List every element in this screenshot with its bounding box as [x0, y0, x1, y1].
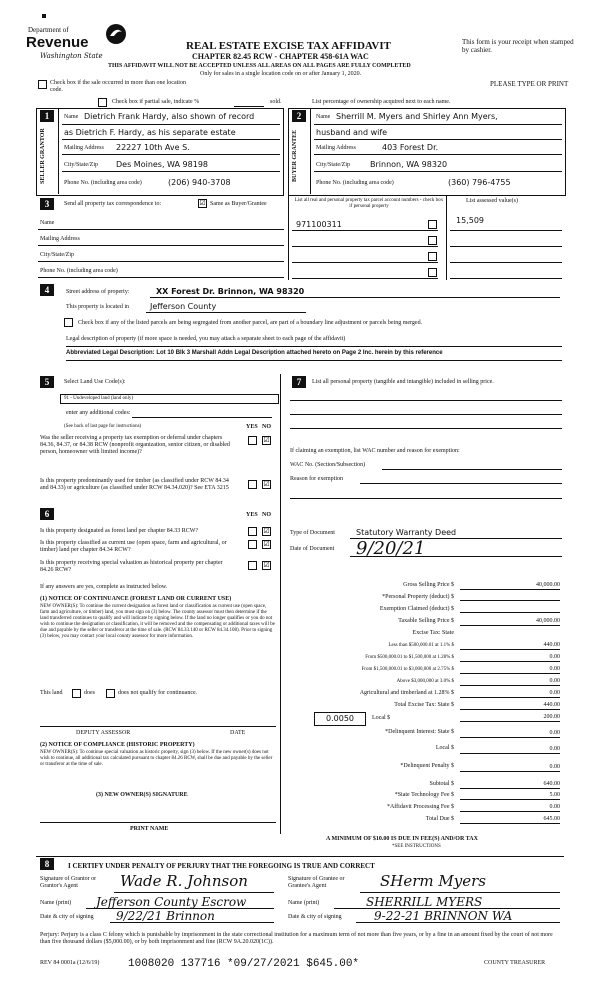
does-label: does: [84, 690, 95, 696]
tax-row: [290, 652, 564, 664]
legal-label: Legal description of property (if more space is needed, you may attach a separate sheet to each page of the affidavit): [66, 336, 346, 342]
county-label: This property is located in: [66, 304, 129, 310]
perjury-notice: Perjury: Perjury is a class C felony which is punishable by imprisonment in the state correctional institution for a maximum term of not more than five years, or by a fine in an amount fixed by the court of not more than five thousand dollars ($5,000.00), or by both imprisonment and fine (RCW 9A.20.020(1C)).: [40, 932, 553, 945]
section-5-number: 5: [40, 376, 54, 388]
county-treasurer: COUNTY TREASURER: [484, 960, 546, 966]
q5-yes-checkbox[interactable]: [248, 561, 257, 570]
parcel-number[interactable]: 971100311: [296, 220, 342, 229]
corr-name-line: [38, 229, 284, 230]
tax-label: From $1,500,000.01 to $3,000,000 at 2.75% $: [361, 667, 454, 672]
assessed-line-2: [450, 246, 562, 247]
send-label: Send all property tax correspondence to:: [64, 201, 162, 207]
tax-label: *State Technology Fee $: [394, 792, 454, 798]
pp-line-2: [290, 414, 562, 415]
assessed-line-4: [450, 278, 562, 279]
date-city-line-left: [110, 922, 274, 923]
tax-row: [290, 616, 564, 628]
does-checkbox[interactable]: [72, 689, 81, 698]
tax-value[interactable]: 640.00: [460, 781, 560, 789]
assessed-line-3: [450, 262, 562, 263]
grantee-sig-label: Signature of Grantee or Grantee's Agent: [288, 876, 345, 889]
reason-line-1: [360, 483, 562, 484]
doc-date[interactable]: 9/20/21: [356, 538, 426, 559]
local-value[interactable]: 200.00: [460, 714, 560, 722]
parcel-header: List all real and personal property tax parcel account numbers - check box if personal property: [294, 198, 444, 209]
seller-mail-line: [62, 154, 280, 155]
question-current-use: Is this property classified as current use (open space, farm and agricultural, or timber) land per chapter 84.34 RCW?: [40, 540, 227, 553]
name-print-label-left: Name (print): [40, 900, 72, 906]
additional-codes-label: enter any additional codes:: [66, 410, 131, 416]
certify-statement: I CERTIFY UNDER PENALTY OF PERJURY THAT THE FOREGOING IS TRUE AND CORRECT: [68, 862, 375, 870]
assessed-value[interactable]: 15,509: [456, 216, 484, 225]
tax-row: [290, 742, 564, 758]
continuance-text: NEW OWNER(S): To continue the current designation as forest land or classification as current use (open space, farm and agriculture, or timber) land, you must sign on (3) below. The county assessor must then determine if the land transferred continues to qualify and will indicate by signing below. If the land no longer qualifies or you do not wish to continue the designation or classification, it will be removed and the compensating or additional taxes will be due and payable by the seller or transferor at the time of sale. (RCW 84.33.140 or RCW 84.34.108). Prior to signing (3) below, you may contact your local county assessor for more information.: [40, 604, 275, 639]
seller-phone[interactable]: (206) 940-3708: [168, 178, 231, 187]
grantor-signature[interactable]: Wade R. Johnson: [120, 872, 248, 890]
personal-property-checkbox-2[interactable]: [428, 236, 437, 245]
tax-label: Exemption Claimed (deduct) $: [379, 606, 454, 612]
doc-type-label: Type of Document: [290, 530, 335, 536]
section-2-number: 2: [292, 110, 306, 122]
doc-type[interactable]: Statutory Warranty Deed: [356, 528, 457, 537]
seller-city-label: City/State/Zip: [64, 162, 98, 168]
personal-property-checkbox-4[interactable]: [428, 268, 437, 277]
tax-row: [290, 700, 564, 712]
seller-name-line: [62, 124, 280, 125]
ownership-note: List percentage of ownership acquired next to each name.: [312, 99, 451, 105]
tax-row: [290, 592, 564, 604]
parcel-line-3: [292, 262, 438, 263]
tax-label: Above $3,000,000 at 3.0% $: [396, 679, 454, 684]
tax-row: [290, 776, 564, 790]
seller-divider: [58, 108, 59, 194]
buyer-mail[interactable]: 403 Forest Dr.: [382, 143, 439, 152]
personal-property-checkbox-1[interactable]: [428, 220, 437, 229]
no-header-2: NO: [262, 512, 271, 518]
tax-value[interactable]: 0.00: [460, 678, 560, 686]
section-1-number: 1: [40, 110, 54, 122]
wac-no-label: WAC No. (Section/Subsection): [290, 462, 366, 468]
q5-no-checkbox[interactable]: ☑: [263, 561, 270, 569]
form-subtitle: CHAPTER 82.45 RCW - CHAPTER 458-61A WAC: [192, 52, 369, 61]
segregated-label: Check box if any of the listed parcels are being segregated from another parcel, are part of a boundary line adjustment or parcels being merged.: [78, 320, 423, 326]
tax-label: Total Excise Tax: State $: [394, 702, 454, 708]
local-rate[interactable]: 0.0050: [314, 712, 366, 726]
tax-row: [290, 802, 564, 814]
tax-value[interactable]: 0.00: [460, 690, 560, 698]
date-label: DATE: [230, 730, 246, 736]
grantor-sig-label: Signature of Grantor or Grantor's Agent: [40, 876, 97, 889]
form-title: REAL ESTATE EXCISE TAX AFFIDAVIT: [186, 40, 391, 52]
dept-line2: Revenue: [26, 34, 89, 51]
county-line: [146, 312, 306, 313]
tax-value[interactable]: 645.00: [460, 816, 560, 824]
street-line: [150, 297, 560, 298]
land-use-code-select[interactable]: 91 - Undeveloped land (land only): [60, 394, 279, 404]
buyer-side-label: BUYER GRANTEE: [292, 129, 298, 183]
question-historic: Is this property receiving special valuation as historical property per chapter 84.26 RCW?: [40, 560, 223, 573]
see-back-note: (See back of last page for instructions): [64, 424, 142, 429]
seller-city-line: [62, 171, 280, 172]
date-city-line-right: [356, 922, 560, 923]
question-exemption: Was the seller receiving a property tax exemption or deferral under chapters 84.36, 84.37, or 84.38 RCW (nonprofit organization, senior citizen, or disabled person, homeowner with limited income)?: [40, 435, 230, 455]
seller-name-2[interactable]: as Dietrich F. Hardy, as his separate estate: [64, 128, 236, 137]
assessed-header: List assessed value(s): [466, 198, 518, 204]
tax-value[interactable]: 0.00: [460, 804, 560, 812]
legal-line-2: [66, 360, 562, 361]
buyer-city-label: City/State/Zip: [316, 162, 350, 168]
seller-mail[interactable]: 22227 10th Ave S.: [116, 143, 190, 152]
tax-value[interactable]: 40,000.00: [460, 618, 560, 626]
wac-no-line: [382, 469, 562, 470]
tax-value[interactable]: [460, 606, 560, 613]
buyer-phone[interactable]: (360) 796-4755: [448, 178, 511, 187]
partial-sale-line: [234, 106, 264, 107]
buyer-phone-label: Phone No. (including area code): [316, 180, 394, 186]
date-city-label-left: Date & city of signing: [40, 914, 94, 920]
dor-emblem-icon: [104, 22, 128, 46]
q1-yes-checkbox[interactable]: [248, 436, 257, 445]
tax-row: [290, 790, 564, 802]
q3-no-checkbox[interactable]: ☑: [263, 527, 270, 535]
tax-value[interactable]: 0.00: [460, 666, 560, 674]
date-city-label-right: Date & city of signing: [288, 914, 342, 920]
tax-row: [290, 580, 564, 592]
yes-header-1: YES: [246, 424, 258, 430]
parcel-line-1: [292, 230, 438, 231]
receipt-note: This form is your receipt when stamped by cashier.: [462, 38, 574, 54]
date-city-right[interactable]: 9-22-21 BRINNON WA: [374, 909, 513, 923]
buyer-mail-line: [314, 154, 562, 155]
tax-row: [290, 640, 564, 652]
buyer-city-line: [314, 171, 562, 172]
personal-property-label: List all personal property (tangible and intangible) included in selling price.: [312, 379, 494, 385]
tax-value[interactable]: [460, 594, 560, 601]
wac-label: If claiming an exemption, list WAC number and reason for exemption:: [290, 448, 460, 454]
multi-location-checkbox[interactable]: [38, 80, 47, 89]
tax-label: Taxable Selling Price $: [398, 618, 454, 624]
doc-date-label: Date of Document: [290, 546, 335, 552]
seller-name2-line: [62, 139, 280, 140]
date-city-left[interactable]: 9/22/21 Brinnon: [116, 909, 215, 923]
buyer-mail-label: Mailing Address: [316, 145, 356, 151]
tax-label: Gross Selling Price $: [403, 582, 454, 588]
legal-line-1: [66, 346, 562, 347]
buyer-city[interactable]: Brinnon, WA 98320: [370, 160, 448, 169]
tax-value[interactable]: 0.00: [460, 654, 560, 662]
same-as-buyer-label: Same as Buyer/Grantee: [210, 201, 267, 207]
buyer-name-2[interactable]: husband and wife: [316, 128, 388, 137]
tax-label: Less than $500,000.01 at 1.1% $: [388, 643, 454, 648]
parcel-line-2: [292, 246, 438, 247]
buyer-name-label: Name: [316, 114, 331, 120]
seller-side-label: SELLER GRANTOR: [40, 128, 46, 184]
tax-label: From $500,000.01 to $1,500,000 at 1.28% $: [365, 655, 454, 660]
form-warning: THIS AFFIDAVIT WILL NOT BE ACCEPTED UNLESS ALL AREAS ON ALL PAGES ARE FULLY COMPLETED: [108, 63, 411, 69]
doc-date-line: [350, 556, 562, 557]
assessed-divider: [446, 196, 447, 280]
dept-line3: Washington State: [40, 52, 103, 60]
local-label: Local $: [372, 715, 391, 721]
sold-label: sold.: [270, 99, 282, 105]
tax-value[interactable]: 5.00: [460, 792, 560, 800]
street-address[interactable]: XX Forest Dr. Brinnon, WA 98320: [156, 287, 305, 296]
grantee-sig-line: [360, 892, 560, 893]
tax-value[interactable]: 40,000.00: [460, 582, 560, 590]
q4-no-checkbox[interactable]: ☑: [263, 540, 270, 548]
compliance-text: NEW OWNER(S): To continue special valuation as historic property, sign (3) below. If the new owner(s) does not wish to continue, all additional tax calculated pursuant to chapter 84.26 RCW, shall be due and payable by the seller or transferor at the time of sale.: [40, 750, 273, 767]
street-label: Street address of property:: [66, 289, 130, 295]
legal-description[interactable]: Abbreviated Legal Description: Lot 10 Blk 3 Marshall Addn Legal Description attached hereto on Page 2 Inc. herein by this reference: [66, 350, 443, 356]
grantee-signature[interactable]: SHerm Myers: [380, 872, 486, 890]
dept-line1: Department of: [28, 26, 69, 34]
county[interactable]: Jefferson County: [150, 302, 217, 311]
corr-name-label: Name: [40, 220, 55, 226]
pp-line-3: [290, 428, 562, 429]
see-instructions: *SEE INSTRUCTIONS: [392, 844, 441, 849]
additional-codes-line: [132, 417, 272, 418]
pp-line-1: [290, 400, 562, 401]
tax-label: Subtotal $: [429, 781, 454, 787]
section-4-number: 4: [40, 284, 54, 296]
tax-row: [290, 628, 564, 640]
does-not-label: does not qualify for continuance.: [118, 690, 198, 696]
new-owner-sig-line: [40, 822, 276, 823]
corr-city-label: City/State/Zip: [40, 252, 74, 258]
tax-label: *Personal Property (deduct) $: [382, 594, 454, 600]
q2-yes-checkbox[interactable]: [248, 480, 257, 489]
multi-location-label: Check box if the sale occurred in more than one location code.: [50, 80, 186, 93]
tax-row: [290, 604, 564, 616]
tax-table: [290, 580, 564, 712]
name-print-label-right: Name (print): [288, 900, 320, 906]
q3-yes-checkbox[interactable]: [248, 527, 257, 536]
segregated-checkbox[interactable]: [64, 318, 73, 327]
q2-no-checkbox[interactable]: ☑: [263, 480, 270, 488]
q4-yes-checkbox[interactable]: [248, 540, 257, 549]
section-3-number: 3: [40, 198, 54, 210]
sales-note: Only for sales in a single location code on or after January 1, 2020.: [200, 71, 362, 77]
buyer-name-1[interactable]: Sherrill M. Myers and Shirley Ann Myers,: [336, 112, 498, 121]
buyer-name2-line: [314, 139, 562, 140]
cashier-stamp: 1008020 137716 *09/27/2021 $645.00*: [128, 958, 360, 970]
buyer-name-line: [314, 124, 562, 125]
buyer-divider: [310, 108, 311, 194]
tax-row: [290, 814, 564, 826]
tax-value[interactable]: 440.00: [460, 642, 560, 650]
tax-value[interactable]: 0.00: [460, 746, 560, 754]
partial-sale-checkbox[interactable]: [98, 98, 107, 107]
section-6-number: 6: [40, 508, 54, 520]
tax-label: *Delinquent Interest: State $: [385, 729, 454, 735]
does-not-checkbox[interactable]: [106, 689, 115, 698]
deputy-label: DEPUTY ASSESSOR: [76, 730, 131, 736]
corr-mail-line: [38, 245, 284, 246]
parcel-line-4: [292, 278, 438, 279]
reason-label: Reason for exemption: [290, 476, 343, 482]
black-mark: [42, 14, 46, 18]
new-owner-sig-label: (3) NEW OWNER(S) SIGNATURE: [96, 792, 188, 798]
section-8-box: [36, 856, 564, 857]
corr-mail-label: Mailing Address: [40, 236, 80, 242]
same-as-buyer-checkbox[interactable]: ☑: [199, 199, 206, 207]
print-name-label: PRINT NAME: [130, 826, 169, 832]
seller-city[interactable]: Des Moines, WA 98198: [116, 160, 208, 169]
corr-phone-label: Phone No. (including area code): [40, 268, 118, 274]
section-7-number: 7: [292, 376, 306, 388]
parcel-divider: [288, 196, 289, 280]
corr-phone-line: [38, 277, 284, 278]
seller-mail-label: Mailing Address: [64, 145, 104, 151]
question-forest: Is this property designated as forest land per chapter 84.33 RCW?: [40, 528, 199, 534]
tax-label: Agricultural and timberland at 1.28% $: [359, 690, 454, 696]
q1-no-checkbox[interactable]: ☑: [263, 436, 270, 444]
tax-label: Excise Tax: State: [412, 630, 454, 636]
dor-logo: [18, 22, 138, 66]
section-8-number: 8: [40, 858, 54, 870]
no-header-1: NO: [262, 424, 271, 430]
seller-name-1[interactable]: Dietrich Frank Hardy, also shown of record: [84, 112, 255, 121]
tax-label: *Affidavit Processing Fee $: [386, 804, 454, 810]
form-number: REV 84 0001a (12/6/19): [40, 960, 100, 966]
grantor-sig-line: [114, 892, 274, 893]
tax-row: [290, 664, 564, 676]
tax-value[interactable]: 0.00: [460, 764, 560, 772]
question-timber: Is this property predominantly used for timber (as classified under RCW 84.34 and 84.33) or agriculture (as classified under RCW 84.34.020)? See ETA 3215: [40, 478, 229, 491]
tax-table-2: [290, 726, 564, 826]
compliance-title: (2) NOTICE OF COMPLIANCE (HISTORIC PROPERTY): [40, 742, 195, 748]
name-print-left[interactable]: Jefferson County Escrow: [96, 895, 247, 909]
minimum-note: A MINIMUM OF $10.00 IS DUE IN FEE(S) AND/OR TAX: [326, 836, 478, 842]
tax-label: Local $: [435, 745, 454, 751]
land-use-label: Select Land Use Code(s):: [64, 379, 126, 385]
this-land-label: This land: [40, 690, 63, 696]
tax-label: *Delinquent Penalty $: [400, 763, 454, 769]
type-note: PLEASE TYPE OR PRINT: [490, 80, 569, 88]
reason-line-2: [290, 498, 562, 499]
corr-city-line: [38, 261, 284, 262]
continuance-title: (1) NOTICE OF CONTINUANCE (FOREST LAND OR CURRENT USE): [40, 596, 232, 602]
tax-value[interactable]: 440.00: [460, 702, 560, 710]
tax-row: [290, 676, 564, 688]
tax-row: [290, 688, 564, 700]
partial-sale-label: Check box if partial sale, indicate %: [112, 99, 200, 105]
tax-value[interactable]: 0.00: [460, 730, 560, 738]
tax-label: Total Due $: [425, 816, 454, 822]
name-print-right[interactable]: SHERRILL MYERS: [366, 895, 483, 909]
tax-row: [290, 726, 564, 742]
assessed-line-1: [450, 230, 562, 231]
deputy-line: [40, 726, 276, 727]
yes-header-2: YES: [246, 512, 258, 518]
seller-name-label: Name: [64, 114, 79, 120]
tax-row: [290, 758, 564, 776]
seller-phone-label: Phone No. (including area code): [64, 180, 142, 186]
if-yes-note: If any answers are yes, complete as instructed below.: [40, 584, 168, 590]
personal-property-checkbox-3[interactable]: [428, 252, 437, 261]
